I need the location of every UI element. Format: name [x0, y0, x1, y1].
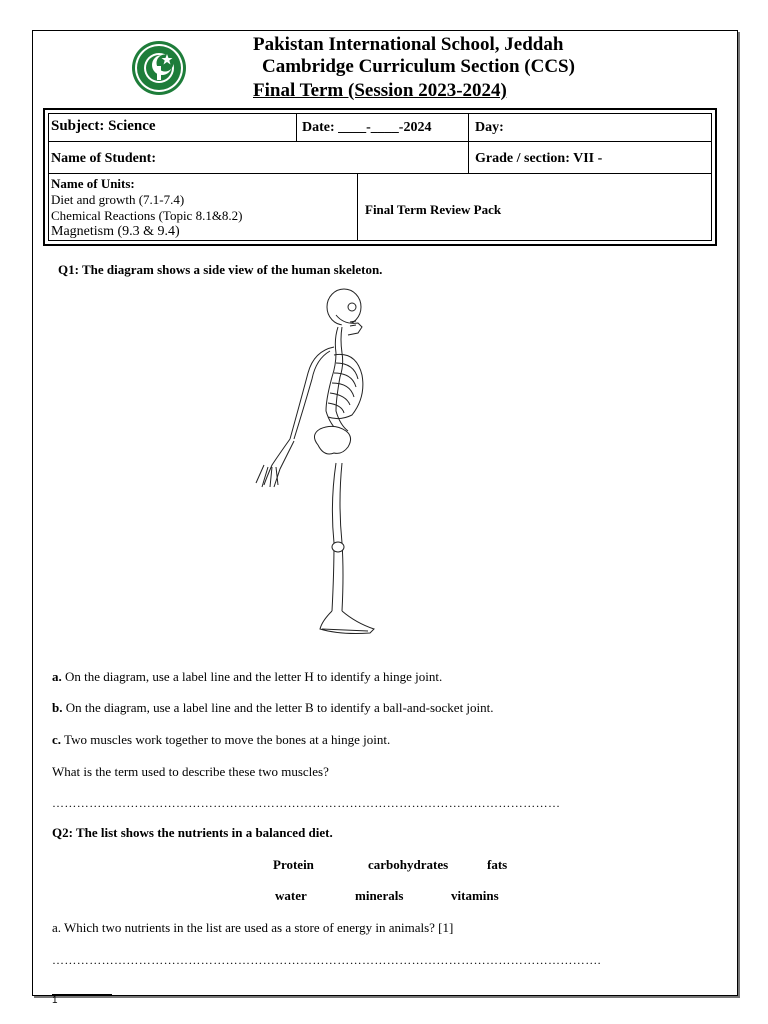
info-table [43, 108, 717, 246]
page-number: 1 [52, 995, 58, 1006]
q1-part-a-letter: a. [52, 669, 62, 684]
q2-answer-line[interactable]: ……………………………………………………………………………………………………………………. [52, 953, 601, 967]
q1-part-a [52, 669, 442, 685]
row-divider [49, 141, 711, 142]
school-name: Pakistan International School, Jeddah [253, 34, 564, 55]
q1-title: Q1: The diagram shows a side view of the human skeleton. [58, 262, 383, 277]
q1-part-c [52, 732, 390, 748]
term-title: Final Term (Session 2023-2024) [253, 80, 507, 101]
nutrient-item: water [275, 888, 307, 903]
q1-part-b-letter: b. [52, 700, 63, 715]
col-divider [468, 114, 469, 173]
q1-answer-line[interactable]: …………………………………………………………………………………………………………… [52, 796, 561, 810]
units-cell [51, 176, 243, 240]
q1-part-b [52, 700, 494, 716]
unit-item: Magnetism (9.3 & 9.4) [51, 224, 180, 239]
footnote-rule [52, 994, 112, 995]
nutrient-item: minerals [355, 888, 404, 903]
skeleton-diagram [252, 285, 382, 650]
unit-item: Chemical Reactions (Topic 8.1&8.2) [51, 208, 243, 223]
q1-part-b-text: On the diagram, use a label line and the letter B to identify a ball-and-socket joint. [62, 700, 494, 715]
q2-title: Q2: The list shows the nutrients in a balanced diet. [52, 825, 333, 840]
date-cell: Date: ____-____-2024 [302, 120, 432, 135]
q1-part-c-text: Two muscles work together to move the bones at a hinge joint. [61, 732, 391, 747]
q1-part-a-text: On the diagram, use a label line and the letter H to identify a hinge joint. [61, 669, 443, 684]
subject-cell: Subject: Science [51, 118, 156, 134]
grade-cell: Grade / section: VII - [475, 151, 603, 166]
curriculum-section: Cambridge Curriculum Section (CCS) [262, 56, 575, 77]
col-divider [296, 114, 297, 141]
q1-question: What is the term used to describe these two muscles? [52, 764, 329, 779]
row-divider [49, 173, 711, 174]
units-title: Name of Units: [51, 176, 135, 191]
day-cell: Day: [475, 120, 504, 135]
nutrient-item: Protein [273, 857, 314, 872]
school-logo [131, 40, 187, 96]
unit-item: Diet and growth (7.1-7.4) [51, 192, 185, 207]
nutrient-item: carbohydrates [368, 857, 449, 872]
q1-part-c-letter: c. [52, 732, 62, 747]
q2-part-a: a. Which two nutrients in the list are used as a store of energy in animals? [1] [52, 920, 454, 935]
nutrient-item: fats [487, 857, 508, 872]
info-table-inner [48, 113, 712, 241]
nutrient-item: vitamins [451, 888, 499, 903]
review-pack-cell: Final Term Review Pack [365, 202, 502, 217]
col-divider [357, 173, 358, 240]
student-name-cell: Name of Student: [51, 151, 156, 166]
